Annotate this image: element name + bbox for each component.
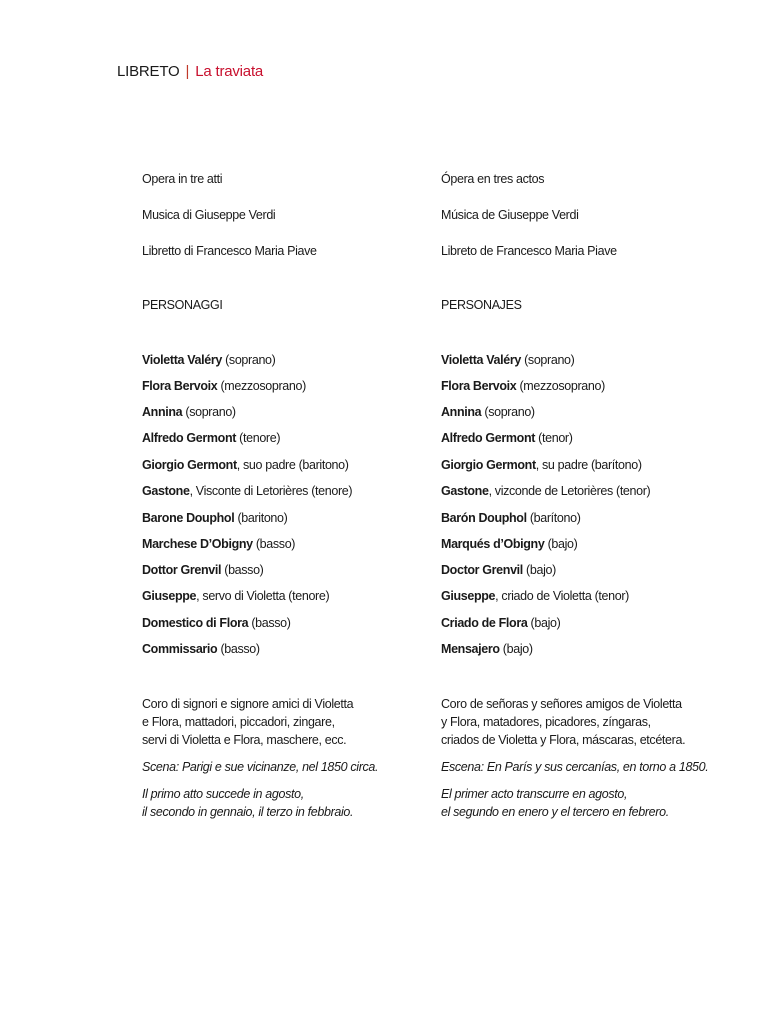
character-line (441, 561, 556, 579)
chorus-line: criados de Violetta y Flora, máscaras, etcétera. (441, 733, 686, 747)
character-desc: (bajo) (544, 537, 578, 551)
character-line (142, 614, 291, 632)
character-line (142, 403, 236, 421)
character-line (142, 535, 295, 553)
character-desc: (basso) (221, 563, 264, 577)
page-header (117, 63, 263, 80)
character-line (441, 482, 650, 500)
acts-note (441, 785, 669, 821)
character-line (142, 587, 329, 605)
character-desc: (basso) (248, 616, 291, 630)
character-line (142, 429, 280, 447)
character-desc: , vizconde de Letorières (tenor) (488, 484, 651, 498)
character-desc: (soprano) (222, 353, 276, 367)
character-line (441, 351, 574, 369)
character-desc: (tenor) (535, 431, 573, 445)
chorus-description (142, 695, 353, 749)
character-line (441, 456, 642, 474)
character-line (142, 351, 275, 369)
character-name: Barón Douphol (441, 511, 527, 525)
character-name: Dottor Grenvil (142, 563, 222, 577)
character-desc: (tenore) (236, 431, 281, 445)
character-name: Criado de Flora (441, 616, 528, 630)
character-name: Marqués d’Obigny (441, 537, 545, 551)
character-desc: (baritono) (234, 511, 288, 525)
character-name: Flora Bervoix (142, 379, 218, 393)
acts-line: el segundo en enero y el tercero en febrero. (441, 805, 669, 819)
character-line (441, 535, 577, 553)
character-name: Alfredo Germont (441, 431, 536, 445)
character-name: Marchese D’Obigny (142, 537, 253, 551)
acts-line: Il primo atto succede in agosto, (142, 787, 304, 801)
chorus-line: y Flora, matadores, picadores, zíngaras, (441, 715, 651, 729)
character-name: Alfredo Germont (142, 431, 237, 445)
header-label: LIBRETO (117, 63, 180, 80)
character-desc: (soprano) (521, 353, 575, 367)
character-line (142, 377, 306, 395)
character-desc: (barítono) (526, 511, 581, 525)
character-line (441, 614, 560, 632)
acts-line: il secondo in gennaio, il terzo in febbraio. (142, 805, 354, 819)
character-line (441, 429, 573, 447)
character-name: Domestico di Flora (142, 616, 249, 630)
character-name: Violetta Valéry (142, 353, 222, 367)
character-name: Flora Bervoix (441, 379, 517, 393)
character-name: Commissario (142, 642, 218, 656)
character-desc: (bajo) (499, 642, 533, 656)
character-name: Gastone (441, 484, 489, 498)
chorus-line: Coro de señoras y señores amigos de Violetta (441, 697, 682, 711)
character-name: Annina (441, 405, 482, 419)
characters-heading: PERSONAGGI (142, 298, 223, 312)
chorus-description (441, 695, 685, 749)
character-name: Giorgio Germont (142, 458, 237, 472)
character-name: Doctor Grenvil (441, 563, 523, 577)
chorus-line: servi di Violetta e Flora, maschere, ecc. (142, 733, 347, 747)
character-name: Barone Douphol (142, 511, 235, 525)
character-desc: , servo di Violetta (tenore) (196, 589, 330, 603)
libretto-credit: Libretto di Francesco Maria Piave (142, 244, 317, 258)
character-desc: (basso) (252, 537, 296, 551)
character-desc: , Visconte di Letorières (tenore) (189, 484, 353, 498)
acts-note (142, 785, 353, 821)
character-line (142, 509, 287, 527)
character-name: Gastone (142, 484, 190, 498)
opera-description: Opera in tre atti (142, 172, 223, 186)
character-line (441, 377, 605, 395)
opera-description: Ópera en tres actos (441, 172, 545, 186)
character-line (441, 587, 629, 605)
character-line (441, 403, 535, 421)
chorus-line: Coro di signori e signore amici di Violetta (142, 697, 354, 711)
character-name: Violetta Valéry (441, 353, 521, 367)
music-credit: Música de Giuseppe Verdi (441, 208, 579, 222)
character-line (441, 509, 581, 527)
character-line (142, 640, 260, 658)
character-desc: (soprano) (481, 405, 535, 419)
character-desc: (mezzosoprano) (516, 379, 605, 393)
chorus-line: e Flora, mattadori, piccadori, zingare, (142, 715, 335, 729)
character-desc: (soprano) (182, 405, 236, 419)
character-desc: (basso) (217, 642, 260, 656)
character-line (142, 456, 349, 474)
character-name: Giuseppe (142, 589, 197, 603)
character-name: Mensajero (441, 642, 500, 656)
acts-line: El primer acto transcurre en agosto, (441, 787, 628, 801)
music-credit: Musica di Giuseppe Verdi (142, 208, 276, 222)
header-title: La traviata (195, 63, 264, 80)
character-desc: (bajo) (522, 563, 556, 577)
character-line (441, 640, 533, 658)
character-desc: , suo padre (baritono) (236, 458, 349, 472)
character-desc: , criado de Violetta (tenor) (495, 589, 629, 603)
character-desc: , su padre (barítono) (535, 458, 642, 472)
character-line (142, 482, 352, 500)
libretto-credit: Libreto de Francesco Maria Piave (441, 244, 617, 258)
character-line (142, 561, 264, 579)
character-name: Annina (142, 405, 183, 419)
header-separator: | (185, 63, 190, 80)
character-name: Giuseppe (441, 589, 496, 603)
scene-note: Escena: En París y sus cercanías, en torno a 1850. (441, 760, 709, 774)
character-name: Giorgio Germont (441, 458, 536, 472)
character-desc: (bajo) (527, 616, 561, 630)
scene-note: Scena: Parigi e sue vicinanze, nel 1850 circa. (142, 760, 379, 774)
character-desc: (mezzosoprano) (217, 379, 306, 393)
characters-heading: PERSONAJES (441, 298, 522, 312)
